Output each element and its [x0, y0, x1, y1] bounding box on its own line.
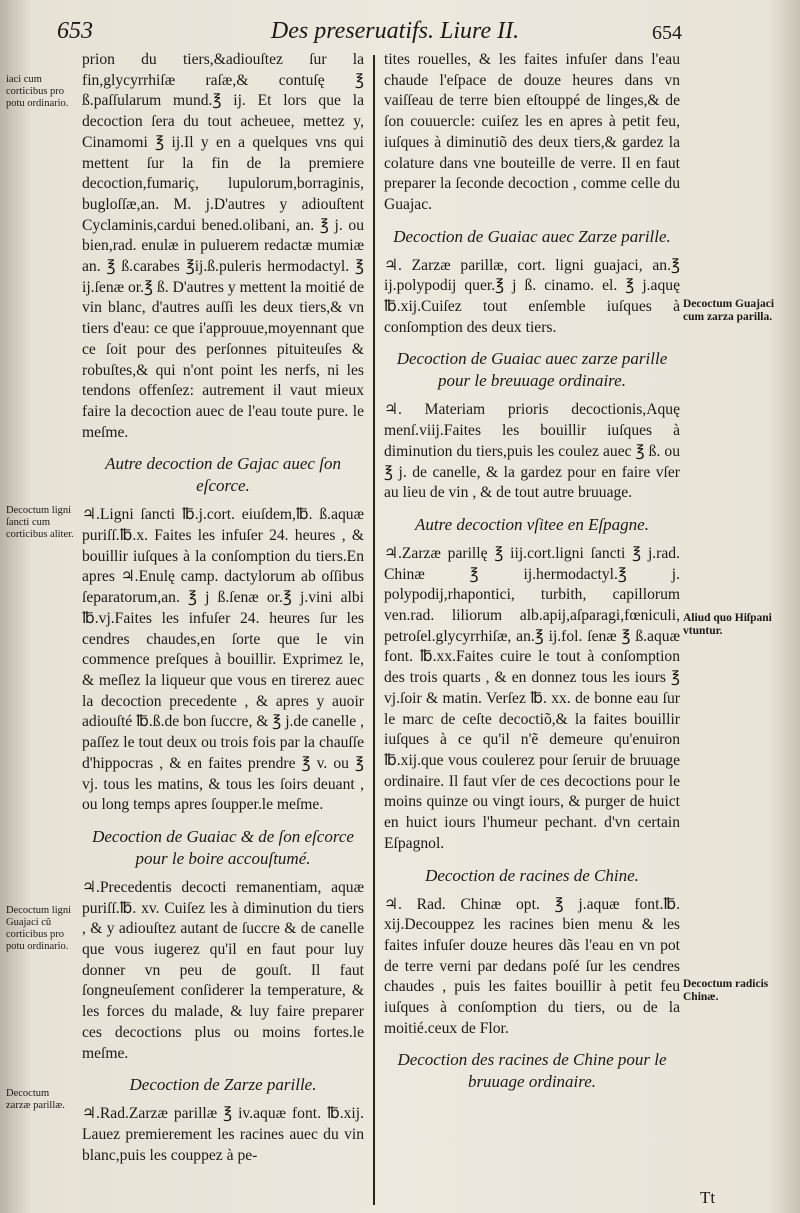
column-rule — [373, 55, 375, 1205]
recipe-heading: Decoction de racines de Chine. — [425, 865, 639, 885]
margin-note: Decoctum ligni Guajaci cũ corticibus pro potu ordinario. — [6, 905, 72, 952]
recipe-heading: Decoction de Guaiac & de ſon eſcorce pour le boire accouſtumé. — [92, 826, 354, 868]
margin-note: Aliud quo Hiſpani vtuntur. — [683, 612, 772, 637]
paragraph: prion du tiers,&adiouſtez ſur la fin,glycyrrhiſæ raſæ,& contuſę ℥ ß.paſſularum mund.℥ ij. Et lors que la decoction ſera du tout acheuee, mettez y, Cinamomi ℥ ij.Il y en a quelques vns qui mettent ſur la fin de la premiere decoction,fumariç, lupulorum,borraginis, bugloſſæ,an. M. j.D'autres y adiouſtent Cyclaminis,cardui bened.olibani, an. ℥ j. ou bien,rad. enulæ in puluerem redactæ mumiæ an. ℥ ß.carabes ℥ij.ß.puleris hermodactyl. ℥ ij.ſenæ or.℥ ß. D'autres y mettent la moitié de vin blanc, d'autres auſſi les deux tiers,& vn tiers d'eau: ce que i'approuue,moyennant que ce ſoit pour des perſonnes pituiteuſes & robuſtes,& qui n'ont point les nerfs, ni les tendons offenſez: autrement il vaut mieux faire la decoction auec de l'eau toute pure. le meſme. — [82, 51, 364, 441]
right-page-number: 654 — [652, 22, 682, 44]
margin-note: iaci cum corticibus pro potu ordinario. — [6, 74, 69, 109]
margin-note: Decoctum Guajaci cum zarza parilla. — [683, 298, 775, 323]
recipe-heading: Decoction de Guaiac auec zarze parille pour le breuuage ordinaire. — [396, 349, 668, 391]
recipe-heading: Autre decoction de Gajac auec ſon eſcorce. — [105, 454, 341, 496]
left-column — [82, 50, 364, 1166]
margin-note: Decoctum zarzæ parillæ. — [6, 1088, 65, 1111]
paragraph: ♃. Rad. Chinæ opt. ℥ j.aquæ font.℔. xij.Decouppez les racines bien menu & les faites infuſer douze heures dãs l'eau en vn pot de terre verni par dedans poſé ſur les cendres chaudes , puis les faites bouillir à petit feu iuſques à conſomption du tiers, ou de la moitié.ceux de Flor. — [384, 895, 680, 1037]
margin-note: Decoctum ligni ſancti cum corticibus aliter. — [6, 505, 74, 540]
signature-mark: Tt — [700, 1188, 716, 1207]
recipe-heading: Decoction de Guaiac auec Zarze parille. — [393, 226, 671, 246]
left-page-number: 653 — [57, 18, 93, 44]
paragraph: ♃.Rad.Zarzæ parillæ ℥ iv.aquæ font. ℔.xij. Lauez premierement les racines auec du vin blanc,puis les couppez à pe- — [82, 1105, 364, 1164]
paragraph: ♃.Precedentis decocti remanentiam, aquæ puriſſ.℔. xv. Cuiſez les à diminution du tiers , & y adiouſtez autant de ſuccre & de canelle que vous iugerez qu'il en faut pour luy donner vn peu de gouſt. Il faut ſongneuſement conſiderer la temperature, & les forces du malade, & luy faire preparer ces decoctions plus ou moins fortes.le meſme. — [82, 878, 364, 1062]
paragraph: ♃.Ligni ſancti ℔.j.cort. eiuſdem,℔. ß.aquæ puriſſ.℔.x. Faites les infuſer 24. heures , & bouillir iuſques à la conſomption du tiers.En apres ♃.Enulę camp. dactylorum ab oſſibus ſeparatorum,an. ℥ j ß.ſenæ or.℥ j.vini albi ℔.vj.Faites les infuſer 24. heures ſur les cendres chaudes,en ſorte que le vin commence preſques à bouillir. Exprimez le, & meſlez la liqueur que vous en tirerez auec la decoction precedente , & apres y auoir adiouſté ℔.ß.de bon ſuccre, & ℥ j.de canelle , paſſez le tout deux ou trois fois par la chauſſe d'hippocras , & en faites prendre ℥ v. ou ℥ vj. tous les matins, & tous les ſoirs deuant , ou long temps apres ſoupper.le meſme. — [82, 506, 364, 814]
margin-note: Decoctum radicis Chinæ. — [683, 978, 769, 1003]
running-title: Des preseruatifs. Liure II. — [270, 18, 520, 44]
recipe-heading: Decoction des racines de Chine pour le bruuage ordinaire. — [397, 1050, 667, 1092]
paragraph: tites rouelles, & les faites infuſer dans l'eau chaude l'eſpace de douze heures dans vn vaiſſeau de terre bien eſtouppé de linges,& de ſon couuercle: cuiſez les en apres à petit feu, iuſques à diminutiõ des deux tiers,& gardez la colature dans vne bouteille de verre. Il en faut preparer la ſeconde decoction , comme celle du Guajac. — [384, 51, 680, 213]
recipe-heading: Autre decoction vſitee en Eſpagne. — [415, 514, 649, 534]
recipe-heading: Decoction de Zarze parille. — [129, 1075, 317, 1095]
paragraph: ♃. Materiam prioris decoctionis,Aquę menſ.viij.Faites les bouillir iuſques à diminution du tiers,puis les coulez auec ℥ ß. ou ℥ j. de canelle, & la gardez pour en faire vſer au lieu de vin , & de tout autre bruuage. — [384, 401, 680, 502]
paragraph: ♃.Zarzæ parillę ℥ iij.cort.ligni ſancti ℥ j.rad. Chinæ ℥ ij.hermodactyl.℥ j. polypodij,rhapontici, turbith, capillorum ven.rad. liliorum alb.apij,aſparagi,fœniculi, petroſel.glycyrrhiſæ, an.℥ ij.fol. ſenæ ℥ ß.aquæ font. ℔.xx.Faites cuire le tout à conſomption des trois quarts , & en donnez tous les iours ℥ vj.ſoir & matin. Verſez ℔. xx. de bonne eau ſur le marc de ceſte decoctiõ,& la faites bouillir iuſques à ce qu'il n'ẽ demeure qu'enuiron ℔.xij.que vous coulerez pour ſeruir de bruuage ordinaire. Il faut vſer de ces decoctions pour le moins quinze ou vingt iours, & purger de huict en huict iours l'humeur pechant. d'vn certain Eſpagnol. — [384, 544, 680, 852]
right-column — [384, 50, 680, 1101]
paragraph: ♃. Zarzæ parillæ, cort. ligni guajaci, an.℥ ij.polypodij quer.℥ j ß. cinamo. el. ℥ j.aquę ℔.xij.Cuiſez tout enſemble iuſques à conſomption des deux tiers. — [384, 256, 680, 336]
